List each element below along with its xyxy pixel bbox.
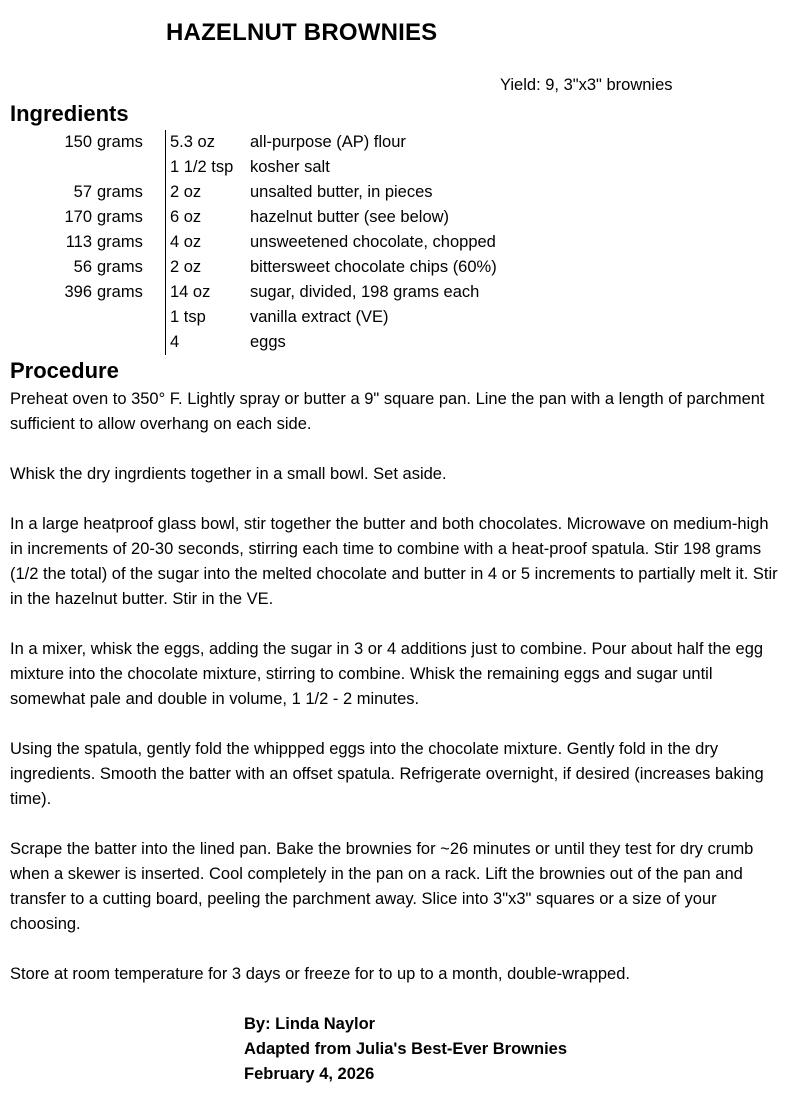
- ingredient-name: eggs: [250, 333, 286, 351]
- ingredient-grams-unit: grams: [97, 208, 143, 226]
- ingredient-grams: 170: [64, 208, 92, 226]
- procedure-steps: [10, 387, 780, 1012]
- ingredient-row: [0, 255, 497, 280]
- procedure-heading: Procedure: [10, 358, 119, 383]
- ingredient-grams: 57: [73, 183, 92, 201]
- ingredient-grams-unit: grams: [97, 283, 143, 301]
- ingredient-grams: 56: [73, 258, 92, 276]
- ingredient-name: hazelnut butter (see below): [250, 208, 450, 226]
- ingredient-name: bittersweet chocolate chips (60%): [250, 258, 497, 276]
- procedure-step: Using the spatula, gently fold the whippped eggs into the chocolate mixture. Gently fold in the dry ingredients. Smooth the batter with an offset spatula. Refrigerate overnight, if desired (increases baking time).: [10, 740, 764, 808]
- yield-text: Yield: 9, 3"x3" brownies: [500, 76, 673, 94]
- ingredient-row: [0, 130, 497, 155]
- source-line: Adapted from Julia's Best-Ever Brownies: [244, 1040, 568, 1058]
- procedure-step: In a mixer, whisk the eggs, adding the sugar in 3 or 4 additions just to combine. Pour about half the egg mixture into the chocolate mixture, stirring to combine. Whisk the remaining eggs and sugar until somewhat pale and double in volume, 1 1/2 - 2 minutes.: [10, 640, 764, 708]
- ingredient-volume: 1 tsp: [166, 305, 251, 330]
- procedure-step: Whisk the dry ingrdients together in a small bowl. Set aside.: [10, 465, 447, 483]
- date-line: February 4, 2026: [244, 1065, 375, 1083]
- ingredient-grams-unit: grams: [97, 183, 143, 201]
- ingredient-name: kosher salt: [250, 158, 330, 176]
- ingredient-grams: 150: [64, 133, 92, 151]
- ingredient-volume: 1 1/2 tsp: [166, 155, 251, 180]
- ingredient-grams: 113: [65, 233, 92, 251]
- ingredient-row: [0, 230, 497, 255]
- ingredient-grams-unit: [92, 305, 166, 330]
- ingredient-name: vanilla extract (VE): [250, 308, 389, 326]
- procedure-step: Preheat oven to 350° F. Lightly spray or butter a 9" square pan. Line the pan with a length of parchment sufficient to allow overhang on each side.: [10, 390, 765, 433]
- ingredient-row: [0, 155, 497, 180]
- ingredient-row: [0, 180, 497, 205]
- ingredients-heading: Ingredients: [10, 101, 129, 126]
- ingredient-volume: 4: [166, 330, 251, 355]
- procedure-step: In a large heatproof glass bowl, stir together the butter and both chocolates. Microwave on medium-high in increments of 20-30 seconds, stirring each time to combine with a heat-proof spatula. Stir 198 grams (1/2 the total) of the sugar into the melted chocolate and butter in 4 or 5 increments to partially melt it. Stir in the hazelnut butter. Stir in the VE.: [10, 515, 778, 608]
- ingredient-name: unsalted butter, in pieces: [250, 183, 433, 201]
- ingredient-name: all-purpose (AP) flour: [250, 133, 406, 151]
- ingredient-name: sugar, divided, 198 grams each: [250, 283, 480, 301]
- ingredient-volume: 4 oz: [166, 230, 251, 255]
- ingredient-volume: 5.3 oz: [166, 130, 251, 155]
- ingredient-volume: 2 oz: [166, 255, 251, 280]
- ingredient-volume: 6 oz: [166, 205, 251, 230]
- ingredient-grams-unit: grams: [97, 233, 143, 251]
- procedure-step: Store at room temperature for 3 days or freeze for to up to a month, double-wrapped.: [10, 965, 630, 983]
- ingredient-name: unsweetened chocolate, chopped: [250, 233, 496, 251]
- ingredient-row: [0, 280, 497, 305]
- ingredient-volume: 14 oz: [166, 280, 251, 305]
- author-line: By: Linda Naylor: [244, 1015, 376, 1033]
- ingredient-row: [0, 305, 497, 330]
- ingredient-grams-unit: grams: [97, 258, 143, 276]
- ingredient-row: [0, 205, 497, 230]
- ingredient-grams: 396: [64, 283, 92, 301]
- recipe-title: HAZELNUT BROWNIES: [166, 19, 438, 46]
- ingredient-grams-unit: [92, 330, 166, 355]
- ingredient-grams: [0, 305, 92, 330]
- ingredient-row: [0, 330, 497, 355]
- ingredient-grams-unit: [92, 155, 166, 180]
- procedure-step: Scrape the batter into the lined pan. Bake the brownies for ~26 minutes or until they test for dry crumb when a skewer is inserted. Cool completely in the pan on a rack. Lift the brownies out of the pan and transfer to a cutting board, peeling the parchment away. Slice into 3"x3" squares or a size of your choosing.: [10, 840, 754, 933]
- byline: [244, 1012, 567, 1087]
- ingredient-grams-unit: grams: [97, 133, 143, 151]
- ingredient-grams: [0, 330, 92, 355]
- ingredients-table: [0, 130, 497, 355]
- ingredient-volume: 2 oz: [166, 180, 251, 205]
- ingredient-grams: [0, 155, 92, 180]
